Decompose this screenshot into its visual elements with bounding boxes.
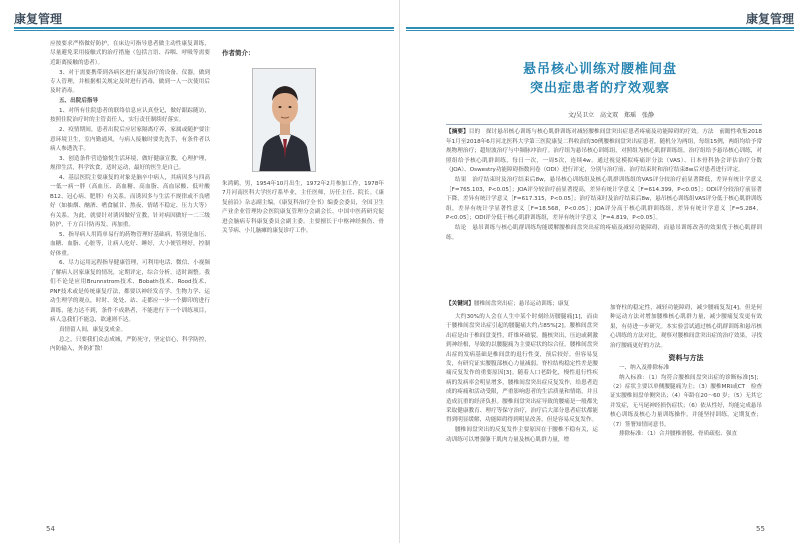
abstract-text: 目的 探讨悬吊核心训练与核心肌群训练对减轻腰椎间盘突出症患者疼痛及功能障碍的疗效。方法 前瞻性收集2018年1月至2018年6月河北医科大学第三医院康复二科收治的30例腰椎间盘突出症患者，随机分为两组，每组15例，两组均给予常规物理治疗；超短波治疗与中频脉冲治疗。治疗组为悬吊核心训练组，对照组为核心肌群训练组，治疗组给予悬吊核心训练，对照组给予核心肌群训练，每日一次，一周5次，连续4w。通过视觉模拟疼痛评分法（VAS）、日本骨科协会评估治疗分数（JOA）、Oswestry功能障碍指数问卷（ODI）进行评定，分别与治疗前、治疗结束时和治疗结束8w后对患者进行评定。 bbox=[446, 129, 762, 174]
article-title-line1: 悬吊核心训练对腰椎间盘 bbox=[522, 62, 677, 77]
author-portrait-image bbox=[253, 69, 316, 172]
author-bio-text: 朱鸿鹤，男，1954年10月出生，1972年2月参加工作，1978年7月河南医科大学医疗系毕业，主任医师，历任主任、院长。《康复前沿》杂志副主编，《康复科治疗全书》编委会委员，全国卫生产业企业管理协会医院康复管理分会副会长、中国中医药研究促进会脑病专科康复委员会副主委。主要擅长于中枢神经损伤、骨关节病、小儿脑瘫的康复诊疗工作。 bbox=[222, 181, 384, 235]
header-rule bbox=[14, 27, 394, 29]
paragraph: 5、指导病人用简单易行的药物管理好基础病，特别是血压、血糖、血脂、心脏等，让病人吃好、睡好，大小便管理好，控制好体重。 bbox=[50, 231, 210, 257]
keywords-text: 腰椎间盘突出症；悬吊运动训练；康复 bbox=[473, 301, 570, 307]
paragraph: 2、疫情期间，患者出院后应居家隔离疗养，家属或随护要注意环境卫生，室内勤通风，与病人接触时要先洗手，有条件者以病人参透洗手。 bbox=[50, 127, 210, 153]
paragraph: 应按要求严格做好防护，在床边可指导患者做主动性康复训练，尽量避免采用接触式的治疗措施（包括言语、吞咽、呼吸等需要近距离接触的患者）。 bbox=[50, 41, 210, 66]
article-title-line2: 突出症患者的疗效观察 bbox=[529, 81, 670, 96]
body-column-2 bbox=[610, 304, 762, 440]
paragraph: 真情留人间，康复变成金。 bbox=[58, 326, 127, 333]
article-title bbox=[450, 60, 750, 98]
right-page bbox=[400, 0, 800, 543]
section-heading: 五、出院后指导 bbox=[58, 98, 99, 105]
page-header-title: 康复管理 bbox=[14, 12, 63, 26]
header-rule-thin bbox=[406, 30, 794, 31]
paragraph: 纳入标准：（1）均符合腰椎间盘突出症的诊断标准[5]；（2）症状主要以单侧腰腿痛为主；（3）腰椎MRI或CT 检查证实腰椎间盘单侧突出；（4）年龄在20～60 岁；（5）无其它并发症，无马尾神经损伤症状；（6）依从性好，均能完成悬吊核心训练及核心力量训练操作，并能坚持训练，定期复查；（7）签署知情同意书。 bbox=[610, 374, 762, 428]
paragraph: 3、对于需要携带到各病区进行康复治疗的设备、仪器，做到专人管理，并根据相关规定及时进行消毒，做到一人一次使用后及时消毒。 bbox=[50, 69, 210, 95]
abstract-top-rule bbox=[446, 124, 762, 125]
paragraph: 4、基层医院主要康复的对象是脑卒中病人，其病因多与四高一低一病一胖（高血压、高血糖、高血脂、高血尿酸、低叶酸 B12、冠心病、肥胖）有关系。而诱因多与生活不规律或不良嗜好（如抽烟、酗酒、嗜食腻甘、熬夜、情绪不稳定、压力大等）有关系。为此，就要针对诱因做好宣教，针对病因做好一二三级防护，千方百计防再发、再加重。 bbox=[50, 175, 216, 229]
keywords-label: 【关键词】 bbox=[446, 301, 474, 307]
left-column-text bbox=[50, 40, 216, 355]
page-number: 54 bbox=[46, 525, 55, 533]
methods-heading: 资料与方法 bbox=[668, 354, 704, 363]
paragraph: 3、创造条件营造愉悦生活环境，做好健康宣教，心理护理，规律生活，科学饮食，适时运动，最好的医生是自己。 bbox=[50, 155, 210, 172]
page-number: 55 bbox=[756, 525, 765, 533]
paragraph: 加脊柱的稳定性，减轻功能障碍，减少腰痛复发[4]。但是何种运动方法对增加腰椎核心肌群力量，减少腰痛复发更有效果，有待进一步研究。本实验尝试通过核心肌群训练和悬吊核心训练的方法对比，观察对腰椎间盘突出症的治疗效果，寻找治疗腰痛更好的方法。 bbox=[610, 305, 762, 349]
paragraph: 腰椎间盘突出的反复发作主要原因在于腰椎不稳有关，运动训练可以增强躯干肌肉力量及核心肌群力量，增 bbox=[446, 427, 598, 443]
paragraph: 排除标准：（1）合并腰椎滑脱、骨质疏松、强直 bbox=[618, 431, 738, 438]
article-authors: 文/吴卫立 高文双 郑瑶 张静 bbox=[568, 112, 655, 119]
abstract-paragraph bbox=[446, 128, 762, 176]
page-header-title: 康复管理 bbox=[746, 12, 795, 26]
header-rule-thin bbox=[14, 30, 394, 31]
conclusion-text: 结论 悬吊训练与核心肌群训练均能缓解腰椎间盘突出症的疼痛及减轻功能障碍，而悬吊训练改善的效果优于核心肌群训练。 bbox=[446, 224, 762, 241]
author-bio bbox=[222, 180, 384, 237]
author-label: 作者简介： bbox=[222, 49, 255, 57]
abstract-block bbox=[446, 128, 762, 243]
subsection-heading: 一、纳入及排除标准 bbox=[618, 364, 670, 371]
author-photo bbox=[252, 68, 316, 172]
paragraph: 6、尽力运用远程指导健康管理，可利用电话、微信、小视频了解病人居家康复的情况，定期评定，综合分析，适时调整。我们不论是应用Brunnstrom技术、Bobath技术、Rood技术、PNF技术或是传统康复疗法，都要以神经发育学、生物力学、运动生理学的观点，时时、处处、站、走都应一步一个脚印的进行训练，能力达不到，条件不成熟者，不能进行下一个训练项目，病人急我们不能急，欲速则不达。 bbox=[50, 260, 210, 323]
paragraph: 总之，只要我们众志成城，严防死守，坚定信心，科学防控，内防输入，外防扩散！ bbox=[50, 336, 210, 352]
results-text: 结果 治疗结束时及治疗结束后8w，悬吊核心训练组及核心肌群训练组的VAS评分较治疗前显著降低，差异有统计学意义［F=765.103，P<0.05］；JOA评分较治疗前显著提高，差异有统计学意义［F=614.399，P<0.05］；ODI评分较治疗前显著下降，差异有统计学意义［F=617.315，P<0.05］；治疗结束时及治疗结束后8w，悬吊核心训练组VAS评分低于核心肌群训练组，差异有统计学显著性意义［F=18.568，P<0.05］；JOA评分高于核心肌群训练组，差异有统计学意义［F=5.284，P<0.05］；ODI评分低于核心肌群训练组，差异有统计学意义［F=4.819，P<0.05］。 bbox=[446, 176, 762, 222]
header-rule bbox=[406, 27, 794, 29]
paragraph: 1、对所有住院患者的联络信息应认真登记，做好跟踪随访，按照住院治疗时的主管责任人，实行责任制续好落实。 bbox=[50, 108, 210, 124]
paragraph: 大约30%的人会在人生中某个时刻经历腰腿痛[1]，而由于腰椎间盘突出症引起的腰腿痛大约占85%[2]。腰椎间盘突出症是由于椎间盘变性，纤维环破裂，髓核突出，压迫或刺激到神经根，导致的以腰腿痛为主要症状的综合征。腰椎间盘突出症的发病基础是椎间盘的退行性变，预后较好，但容易复发，有研究证实腰腹部核心力量减弱，脊柱结构稳定性差是腰痛反复发作的重要原因[3]。随着人口老龄化，慢性退行性疾病的发病率会明显增多，腰椎间盘突出症反复发作，给患者造成的疼痛和活动受限，严重影响患者的生活质量和情绪，并且造成沉重的经济负担。腰椎间盘突出症导致的腰痛是一般都先采取健康教育、理疗等保守治疗，治疗后大部分患者症状都能得到明显缓解，功能障碍得到明显改善，但是容易反复发作。 bbox=[446, 314, 598, 424]
abstract-label: 【摘要】 bbox=[446, 129, 469, 135]
body-column-1 bbox=[446, 313, 598, 445]
